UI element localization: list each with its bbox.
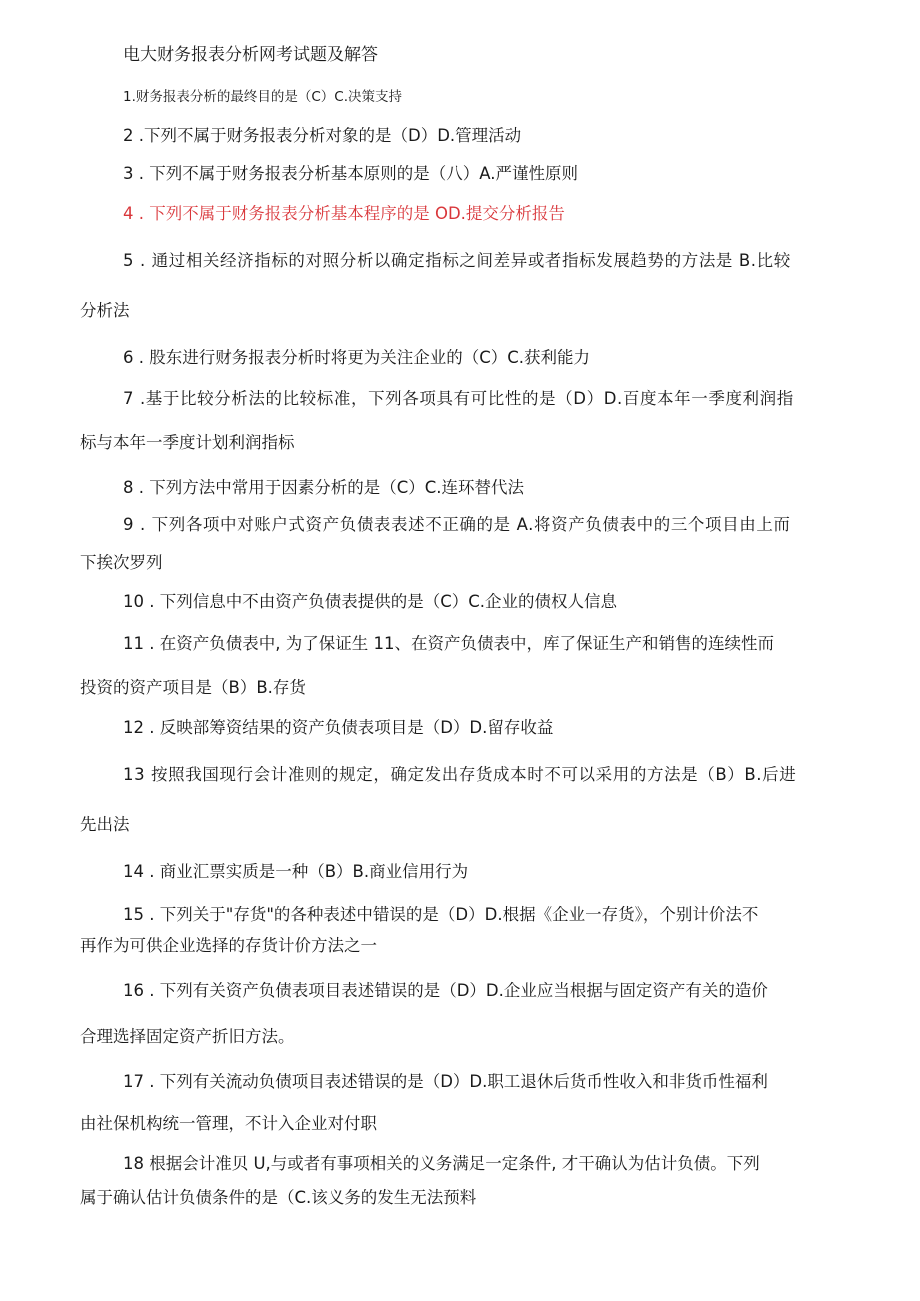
question-2: 2 .下列不属于财务报表分析对象的是（D）D.管理活动 bbox=[123, 126, 522, 145]
question-15-continued: 再作为可供企业选择的存货计价方法之一 bbox=[80, 936, 377, 955]
question-9: 9 . 下列各项中对账户式资产负债表表述不正确的是 A.将资产负债表中的三个项目由上而 bbox=[123, 515, 791, 534]
question-16: 16 . 下列有关资产负债表项目表述错误的是（D）D.企业应当根据与固定资产有关的造价 bbox=[123, 981, 768, 1000]
question-4: 4 . 下列不属于财务报表分析基本程序的是 OD.提交分析报告 bbox=[123, 204, 565, 223]
question-11-continued: 投资的资产项目是（B）B.存货 bbox=[80, 678, 306, 697]
question-18-continued: 属于确认估计负债条件的是（C.该义务的发生无法预料 bbox=[80, 1188, 477, 1207]
question-17: 17 . 下列有关流动负债项目表述错误的是（D）D.职工退休后货币性收入和非货币性福利 bbox=[123, 1072, 768, 1091]
question-1: 1.财务报表分析的最终目的是（C）C.决策支持 bbox=[123, 89, 403, 105]
question-8: 8 . 下列方法中常用于因素分析的是（C）C.连环替代法 bbox=[123, 478, 525, 497]
question-11: 11 . 在资产负债表中, 为了保证生 11、在资产负债表中，库了保证生产和销售的连续性而 bbox=[123, 634, 774, 653]
question-7: 7 .基于比较分析法的比较标准，下列各项具有可比性的是（D）D.百度本年一季度利润指 bbox=[123, 389, 794, 408]
question-12: 12 . 反映部筹资结果的资产负债表项目是（D）D.留存收益 bbox=[123, 718, 554, 737]
question-13-continued: 先出法 bbox=[80, 815, 130, 834]
question-16-continued: 合理选择固定资产折旧方法。 bbox=[80, 1027, 295, 1046]
question-15: 15 . 下列关于"存货"的各种表述中错误的是（D）D.根据《企业一存货》，个别计价法不 bbox=[123, 905, 759, 924]
question-14: 14 . 商业汇票实质是一种（B）B.商业信用行为 bbox=[123, 862, 469, 881]
question-10: 10 . 下列信息中不由资产负债表提供的是（C）C.企业的债权人信息 bbox=[123, 592, 618, 611]
question-6: 6 . 股东进行财务报表分析时将更为关注企业的（C）C.获利能力 bbox=[123, 348, 591, 367]
document-title: 电大财务报表分析网考试题及解答 bbox=[123, 45, 378, 65]
question-18: 18 根据会计准贝 U,与或者有事项相关的义务满足一定条件, 才干确认为估计负债。下列 bbox=[123, 1154, 760, 1173]
question-5: 5 . 通过相关经济指标的对照分析以确定指标之间差异或者指标发展趋势的方法是 B.比较 bbox=[123, 251, 791, 270]
question-3: 3 . 下列不属于财务报表分析基本原则的是（八）A.严谨性原则 bbox=[123, 164, 578, 183]
question-13: 13 按照我国现行会计准则的规定，确定发出存货成本时不可以采用的方法是（B）B.后进 bbox=[123, 765, 797, 784]
question-17-continued: 由社保机构统一管理，不计入企业对付职 bbox=[80, 1114, 377, 1133]
question-5-continued: 分析法 bbox=[80, 301, 130, 320]
question-7-continued: 标与本年一季度计划利润指标 bbox=[80, 433, 295, 452]
question-9-continued: 下挨次罗列 bbox=[80, 553, 163, 572]
